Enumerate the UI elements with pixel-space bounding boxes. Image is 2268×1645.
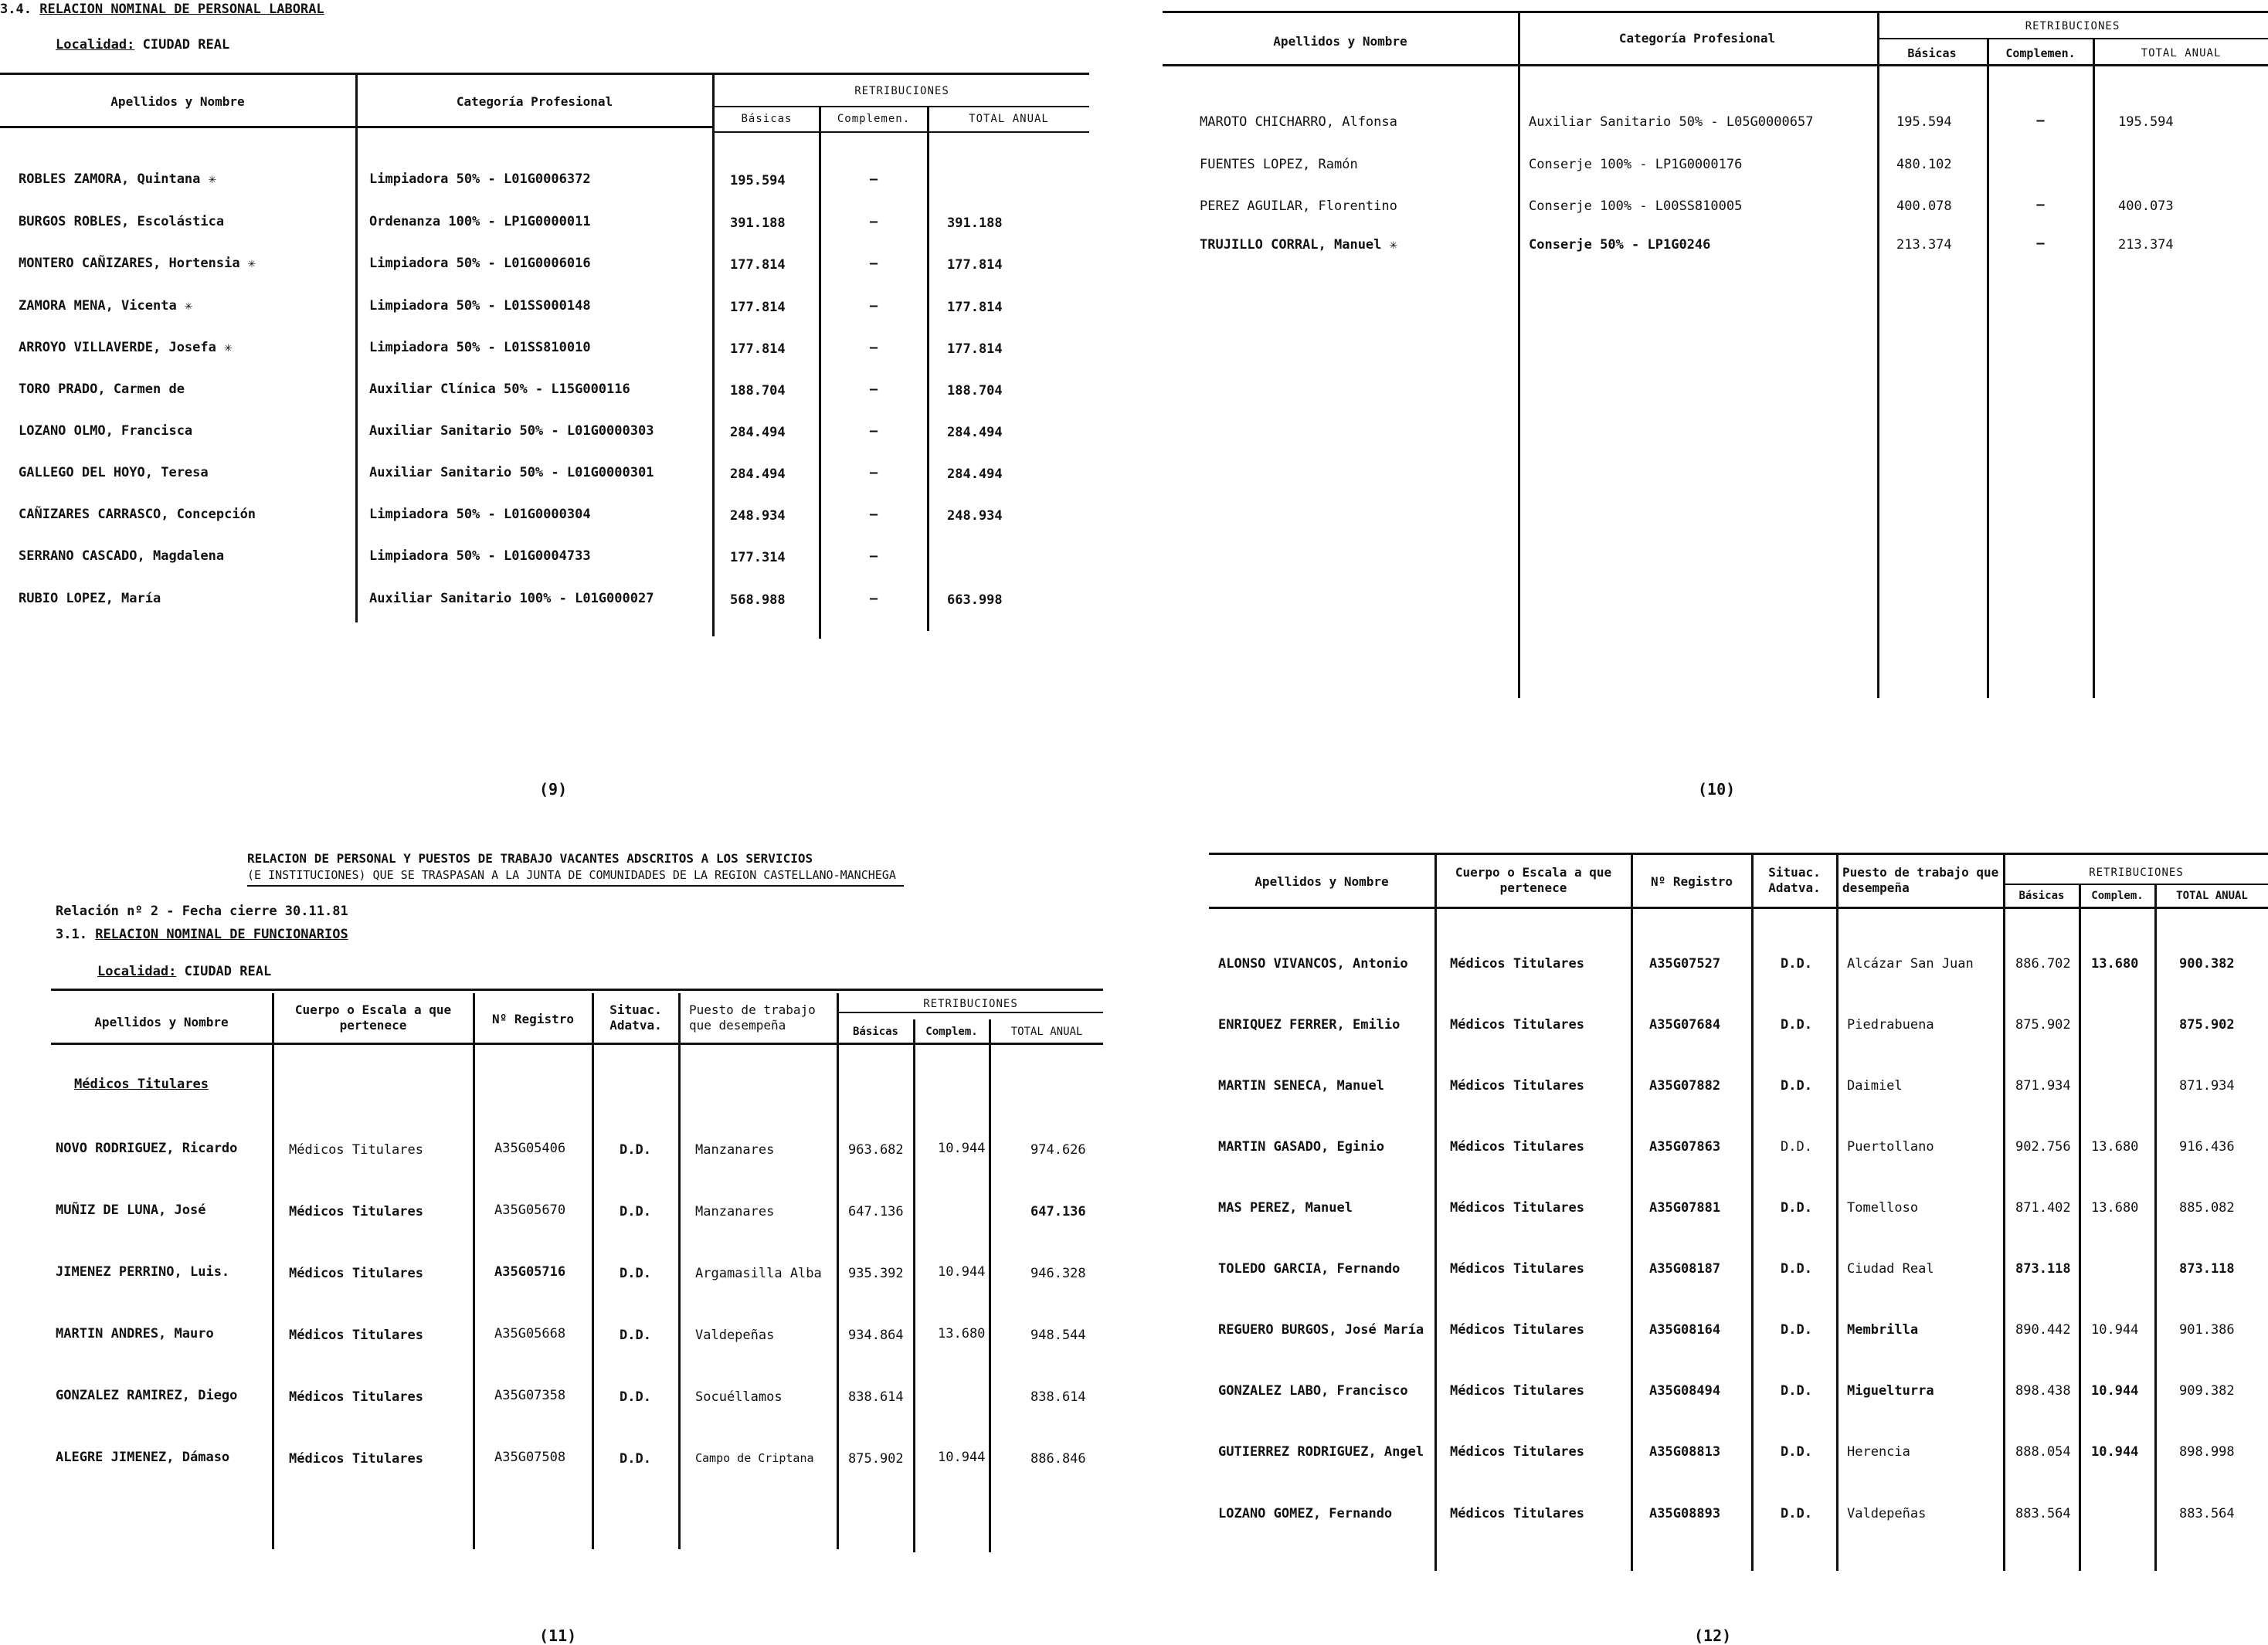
cell-total: 177.814	[947, 300, 1003, 315]
cell-total: 284.494	[947, 425, 1003, 440]
cell-name: MONTERO CAÑIZARES, Hortensia ✳	[19, 256, 256, 271]
header-cuerpo: Cuerpo o Escala a que pertenece	[1455, 865, 1612, 895]
cell-puesto: Herencia	[1847, 1444, 1910, 1460]
cell-basicas: 902.756	[2015, 1139, 2071, 1155]
header-complem: Complemen.	[837, 113, 911, 125]
cell-basicas: 963.682	[848, 1142, 904, 1158]
page-10	[1163, 0, 2268, 819]
cell-cuerpo: Médicos Titulares	[1450, 1322, 1584, 1338]
retrib-rule	[1877, 38, 2268, 39]
header-basicas: Básicas	[2018, 890, 2065, 902]
cell-basicas: 873.118	[2015, 1261, 2071, 1277]
cell-name: GONZALEZ LABO, Francisco	[1218, 1383, 1408, 1399]
group-label: Médicos Titulares	[74, 1077, 209, 1092]
cell-registro: A35G08494	[1649, 1383, 1721, 1399]
cell-total: 647.136	[1030, 1204, 1086, 1219]
cell-name: SERRANO CASCADO, Magdalena	[19, 548, 225, 564]
cell-category: Auxiliar Sanitario 50% - L01G0000301	[369, 465, 654, 480]
header-retrib: RETRIBUCIONES	[923, 998, 1018, 1010]
cell-puesto: Piedrabuena	[1847, 1017, 1934, 1033]
cell-complem: —	[869, 214, 878, 229]
header-bottom-rule	[1209, 907, 2268, 909]
cell-total: 974.626	[1030, 1142, 1086, 1158]
col-divider	[1518, 11, 1520, 698]
header-puesto: Puesto de trabajo que desempeña	[689, 1002, 816, 1033]
header-basicas: Básicas	[741, 113, 793, 125]
cell-situac: D.D.	[620, 1266, 651, 1281]
cell-total: 909.382	[2179, 1383, 2235, 1399]
col-divider	[927, 106, 929, 631]
cell-puesto: Socuéllamos	[695, 1389, 783, 1405]
cell-name: MUÑIZ DE LUNA, José	[56, 1202, 206, 1218]
cell-total: 948.544	[1030, 1328, 1086, 1343]
cell-complem: —	[869, 256, 878, 271]
col-divider	[1836, 853, 1839, 1571]
cell-cuerpo: Médicos Titulares	[1450, 1383, 1584, 1399]
cell-category: Limpiadora 50% - L01SS000148	[369, 298, 591, 314]
cell-registro: A35G08893	[1649, 1506, 1721, 1521]
cell-name: RUBIO LOPEZ, María	[19, 591, 161, 606]
col-divider	[1434, 853, 1437, 1571]
cell-basicas: 888.054	[2015, 1444, 2071, 1460]
cell-situac: D.D.	[1781, 1506, 1812, 1521]
header-puesto: Puesto de trabajo que desempeña	[1842, 865, 1999, 895]
cell-category: Auxiliar Sanitario 50% - L01G0000303	[369, 423, 654, 439]
cell-puesto: Valdepeñas	[1847, 1506, 1927, 1521]
cell-total: 400.073	[2118, 198, 2174, 214]
cell-cuerpo: Médicos Titulares	[289, 1266, 423, 1281]
cell-situac: D.D.	[620, 1451, 651, 1467]
header-retrib: RETRIBUCIONES	[854, 85, 949, 97]
localidad-value: CIUDAD REAL	[184, 964, 272, 979]
cell-complem: 13.680	[2091, 956, 2139, 972]
cell-category: Conserje 50% - LP1G0246	[1529, 237, 1711, 253]
header-basicas: Básicas	[852, 1026, 898, 1038]
subheader-rule	[715, 131, 1089, 133]
header-situac: Situac. Adatva.	[609, 1002, 662, 1033]
cell-complem: 10.944	[938, 1141, 986, 1156]
header-category: Categoría Profesional	[1618, 31, 1776, 46]
page-number: (12)	[1694, 1626, 1732, 1645]
cell-total: 213.374	[2118, 237, 2174, 253]
cell-situac: D.D.	[1781, 1017, 1812, 1033]
localidad-line	[97, 964, 271, 979]
header-total: TOTAL ANUAL	[969, 113, 1049, 125]
intro-rule	[247, 885, 904, 887]
cell-complem: 13.680	[2091, 1139, 2139, 1155]
cell-total: 391.188	[947, 215, 1003, 231]
cell-total: 901.386	[2179, 1322, 2235, 1338]
col-divider	[712, 73, 715, 636]
col-divider	[355, 73, 358, 622]
cell-cuerpo: Médicos Titulares	[1450, 1506, 1584, 1521]
cell-cuerpo: Médicos Titulares	[1450, 1139, 1584, 1155]
cell-name: LOZANO OLMO, Francisca	[19, 423, 193, 439]
cell-registro: A35G05670	[494, 1202, 566, 1218]
cell-cuerpo: Médicos Titulares	[289, 1142, 423, 1158]
cell-puesto: Campo de Criptana	[695, 1451, 814, 1465]
col-divider	[2003, 853, 2005, 1571]
cell-basicas: 248.934	[730, 508, 786, 524]
cell-basicas: 898.438	[2015, 1383, 2071, 1399]
cell-total: 838.614	[1030, 1389, 1086, 1405]
header-complem: Complemen.	[2005, 46, 2076, 60]
cell-basicas: 480.102	[1896, 157, 1952, 172]
section-heading	[56, 927, 348, 942]
col-divider	[473, 993, 475, 1549]
cell-name: TORO PRADO, Carmen de	[19, 382, 185, 397]
header-bottom-rule	[51, 1043, 1103, 1045]
cell-total: 871.934	[2179, 1078, 2235, 1094]
cell-complem: 13.680	[938, 1326, 986, 1341]
cell-registro: A35G05668	[494, 1326, 566, 1341]
page-number: (11)	[539, 1626, 577, 1645]
header-registro: Nº Registro	[1651, 874, 1733, 889]
col-divider	[837, 993, 839, 1549]
retrib-rule	[715, 106, 1089, 107]
cell-name: GONZALEZ RAMIREZ, Diego	[56, 1388, 238, 1403]
cell-situac: D.D.	[620, 1328, 651, 1343]
localidad-label: Localidad:	[97, 964, 177, 979]
cell-complem: 10.944	[2091, 1383, 2139, 1399]
cell-total: 195.594	[2118, 114, 2174, 130]
header-retrib: RETRIBUCIONES	[2025, 20, 2120, 32]
cell-complem: —	[869, 340, 878, 355]
cell-basicas: 195.594	[730, 173, 786, 188]
cell-name: ARROYO VILLAVERDE, Josefa ✳	[19, 340, 233, 355]
cell-registro: A35G07881	[1649, 1200, 1721, 1216]
cell-name: JIMENEZ PERRINO, Luis.	[56, 1264, 230, 1280]
cell-basicas: 213.374	[1896, 237, 1952, 253]
cell-basicas: 195.594	[1896, 114, 1952, 130]
cell-cuerpo: Médicos Titulares	[289, 1389, 423, 1405]
header-cuerpo: Cuerpo o Escala a que pertenece	[294, 1002, 452, 1033]
cell-situac: D.D.	[620, 1204, 651, 1219]
cell-basicas: 284.494	[730, 466, 786, 482]
cell-registro: A35G08164	[1649, 1322, 1721, 1338]
header-complem: Complem.	[2091, 890, 2144, 902]
cell-basicas: 875.902	[848, 1451, 904, 1467]
cell-complem: —	[869, 423, 878, 439]
section-number: 3.4.	[0, 2, 32, 17]
cell-situac: D.D.	[1781, 1261, 1812, 1277]
cell-complem: —	[869, 591, 878, 606]
table-top-rule	[1163, 11, 2268, 13]
col-divider	[1751, 853, 1754, 1571]
header-name: Apellidos y Nombre	[1255, 874, 1389, 889]
col-divider	[1631, 853, 1633, 1571]
cell-registro: A35G07863	[1649, 1139, 1721, 1155]
cell-puesto: Membrilla	[1847, 1322, 1919, 1338]
cell-complem: —	[2036, 197, 2045, 212]
cell-category: Conserje 100% - L00SS810005	[1529, 198, 1743, 214]
cell-total: 188.704	[947, 383, 1003, 399]
col-divider	[2079, 884, 2081, 1571]
cell-complem: —	[2036, 113, 2045, 128]
cell-complem: —	[869, 382, 878, 397]
cell-basicas: 871.934	[2015, 1078, 2071, 1094]
header-name: Apellidos y Nombre	[1273, 34, 1407, 49]
cell-total: 248.934	[947, 508, 1003, 524]
cell-name: NOVO RODRIGUEZ, Ricardo	[56, 1141, 238, 1156]
col-divider	[592, 993, 594, 1549]
page-11	[0, 826, 1112, 1645]
cell-category: Limpiadora 50% - L01G0004733	[369, 548, 591, 564]
cell-cuerpo: Médicos Titulares	[1450, 1200, 1584, 1216]
cell-complem: 10.944	[2091, 1322, 2139, 1338]
page-number: (9)	[539, 780, 568, 799]
page-9	[0, 0, 1097, 819]
localidad-line	[56, 37, 229, 53]
col-divider	[678, 993, 681, 1549]
cell-total: 886.846	[1030, 1451, 1086, 1467]
cell-name: CAÑIZARES CARRASCO, Concepción	[19, 507, 256, 522]
cell-complem: 10.944	[938, 1450, 986, 1465]
cell-registro: A35G07527	[1649, 956, 1721, 972]
cell-name: BURGOS ROBLES, Escolástica	[19, 214, 225, 229]
section-title: RELACION NOMINAL DE PERSONAL LABORAL	[39, 2, 324, 17]
cell-situac: D.D.	[1781, 1444, 1812, 1460]
header-total: TOTAL ANUAL	[2141, 47, 2222, 59]
cell-total: 873.118	[2179, 1261, 2235, 1277]
cell-registro: A35G07508	[494, 1450, 566, 1465]
cell-puesto: Alcázar San Juan	[1847, 956, 1974, 972]
page-12	[1209, 826, 2268, 1645]
cell-cuerpo: Médicos Titulares	[1450, 1017, 1584, 1033]
col-divider	[272, 993, 274, 1549]
cell-complem: —	[869, 171, 878, 187]
cell-situac: D.D.	[1781, 1200, 1812, 1216]
cell-situac: D.D.	[1781, 1383, 1812, 1399]
header-bottom-rule	[1163, 64, 2268, 66]
cell-complem: —	[869, 465, 878, 480]
cell-puesto: Manzanares	[695, 1204, 775, 1219]
cell-basicas: 391.188	[730, 215, 786, 231]
cell-situac: D.D.	[1781, 1078, 1812, 1094]
cell-category: Auxiliar Sanitario 100% - L01G000027	[369, 591, 654, 606]
cell-basicas: 177.814	[730, 300, 786, 315]
cell-registro: A35G08187	[1649, 1261, 1721, 1277]
cell-category: Limpiadora 50% - L01G0006372	[369, 171, 591, 187]
cell-name: MARTIN ANDRES, Mauro	[56, 1326, 214, 1341]
cell-complem: 10.944	[2091, 1444, 2139, 1460]
cell-situac: D.D.	[1781, 1322, 1812, 1338]
header-name: Apellidos y Nombre	[94, 1015, 229, 1029]
cell-basicas: 568.988	[730, 592, 786, 608]
cell-name: ENRIQUEZ FERRER, Emilio	[1218, 1017, 1401, 1033]
cell-category: Conserje 100% - LP1G0000176	[1529, 157, 1743, 172]
cell-name: GALLEGO DEL HOYO, Teresa	[19, 465, 209, 480]
cell-registro: A35G05716	[494, 1264, 566, 1280]
cell-registro: A35G07684	[1649, 1017, 1721, 1033]
cell-name: ROBLES ZAMORA, Quintana ✳	[19, 171, 216, 187]
cell-cuerpo: Médicos Titulares	[289, 1204, 423, 1219]
cell-total: 916.436	[2179, 1139, 2235, 1155]
col-divider	[913, 1019, 915, 1552]
section-number: 3.1.	[56, 927, 87, 942]
table-top-rule	[0, 73, 1089, 75]
cell-total: 875.902	[2179, 1017, 2235, 1033]
col-divider	[2093, 38, 2095, 698]
cell-name: MAS PEREZ, Manuel	[1218, 1200, 1353, 1216]
cell-name: GUTIERREZ RODRIGUEZ, Angel	[1218, 1444, 1424, 1460]
cell-name: FUENTES LOPEZ, Ramón	[1200, 157, 1358, 172]
cell-cuerpo: Médicos Titulares	[289, 1451, 423, 1467]
header-category: Categoría Profesional	[456, 94, 613, 109]
cell-basicas: 890.442	[2015, 1322, 2071, 1338]
cell-cuerpo: Médicos Titulares	[1450, 1078, 1584, 1094]
intro-line-1: RELACION DE PERSONAL Y PUESTOS DE TRABAJO VACANTES ADSCRITOS A LOS SERVICIOS	[247, 851, 813, 866]
cell-name: REGUERO BURGOS, José María	[1218, 1322, 1424, 1338]
table-top-rule	[1209, 853, 2268, 855]
cell-basicas: 177.314	[730, 550, 786, 565]
cell-name: ALEGRE JIMENEZ, Dámaso	[56, 1450, 230, 1465]
cell-category: Auxiliar Sanitario 50% - L05G0000657	[1529, 114, 1814, 130]
cell-cuerpo: Médicos Titulares	[1450, 1261, 1584, 1277]
cell-total: 177.814	[947, 341, 1003, 357]
cell-category: Limpiadora 50% - L01G0006016	[369, 256, 591, 271]
cell-complem: 13.680	[2091, 1200, 2139, 1216]
col-divider	[1987, 38, 1989, 698]
cell-basicas: 647.136	[848, 1204, 904, 1219]
cell-registro: A35G05406	[494, 1141, 566, 1156]
cell-registro: A35G08813	[1649, 1444, 1721, 1460]
cell-puesto: Miguelturra	[1847, 1383, 1934, 1399]
cell-total: 885.082	[2179, 1200, 2235, 1216]
intro-line-2: (E INSTITUCIONES) QUE SE TRASPASAN A LA JUNTA DE COMUNIDADES DE LA REGION CASTELLANO-MANCHEGA	[247, 868, 896, 882]
cell-category: Limpiadora 50% - L01G0000304	[369, 507, 591, 522]
cell-complem: —	[869, 298, 878, 314]
header-basicas: Básicas	[1907, 46, 1957, 60]
header-complem: Complem.	[925, 1026, 978, 1038]
cell-basicas: 188.704	[730, 383, 786, 399]
cell-complem: 10.944	[938, 1264, 986, 1280]
cell-puesto: Daimiel	[1847, 1078, 1903, 1094]
cell-basicas: 871.402	[2015, 1200, 2071, 1216]
cell-puesto: Tomelloso	[1847, 1200, 1919, 1216]
header-total: TOTAL ANUAL	[2176, 890, 2248, 902]
localidad-label: Localidad:	[56, 37, 135, 53]
cell-basicas: 838.614	[848, 1389, 904, 1405]
cell-basicas: 934.864	[848, 1328, 904, 1343]
cell-category: Auxiliar Clínica 50% - L15G000116	[369, 382, 630, 397]
cell-puesto: Puertollano	[1847, 1139, 1934, 1155]
cell-cuerpo: Médicos Titulares	[289, 1328, 423, 1343]
header-situac: Situac. Adatva.	[1768, 865, 1821, 895]
cell-total: 946.328	[1030, 1266, 1086, 1281]
header-name: Apellidos y Nombre	[110, 94, 245, 109]
cell-total: 663.998	[947, 592, 1003, 608]
cell-registro: A35G07882	[1649, 1078, 1721, 1094]
cell-total: 883.564	[2179, 1506, 2235, 1521]
cell-situac: D.D.	[620, 1142, 651, 1158]
cell-total: 177.814	[947, 257, 1003, 273]
cell-puesto: Manzanares	[695, 1142, 775, 1158]
cell-complem: —	[869, 507, 878, 522]
cell-complem: —	[869, 548, 878, 564]
cell-name: ALONSO VIVANCOS, Antonio	[1218, 956, 1408, 972]
cell-puesto: Valdepeñas	[695, 1328, 775, 1343]
col-divider	[2154, 884, 2157, 1571]
cell-puesto: Ciudad Real	[1847, 1261, 1934, 1277]
cell-basicas: 284.494	[730, 425, 786, 440]
cell-situac: D.D.	[620, 1389, 651, 1405]
cell-puesto: Argamasilla Alba	[695, 1266, 822, 1281]
cell-category: Ordenanza 100% - LP1G0000011	[369, 214, 591, 229]
cell-name: TRUJILLO CORRAL, Manuel ✳	[1200, 237, 1397, 253]
cell-basicas: 875.902	[2015, 1017, 2071, 1033]
col-divider	[989, 1019, 991, 1552]
relacion-line: Relación nº 2 - Fecha cierre 30.11.81	[56, 904, 348, 919]
cell-basicas: 883.564	[2015, 1506, 2071, 1521]
cell-name: TOLEDO GARCIA, Fernando	[1218, 1261, 1401, 1277]
header-retrib: RETRIBUCIONES	[2089, 867, 2184, 879]
cell-basicas: 400.078	[1896, 198, 1952, 214]
cell-total: 900.382	[2179, 956, 2235, 972]
cell-cuerpo: Médicos Titulares	[1450, 956, 1584, 972]
retrib-rule	[2005, 884, 2268, 885]
cell-basicas: 177.814	[730, 341, 786, 357]
cell-cuerpo: Médicos Titulares	[1450, 1444, 1584, 1460]
cell-name: PEREZ AGUILAR, Florentino	[1200, 198, 1397, 214]
cell-complem: —	[2036, 236, 2045, 251]
cell-total: 284.494	[947, 466, 1003, 482]
cell-name: MARTIN GASADO, Eginio	[1218, 1139, 1384, 1155]
cell-name: ZAMORA MENA, Vicenta ✳	[19, 298, 193, 314]
col-divider	[1877, 11, 1879, 698]
cell-name: MARTIN SENECA, Manuel	[1218, 1078, 1384, 1094]
cell-name: MAROTO CHICHARRO, Alfonsa	[1200, 114, 1397, 130]
retrib-rule	[838, 1012, 1103, 1013]
cell-registro: A35G07358	[494, 1388, 566, 1403]
cell-situac: D.D.	[1781, 956, 1812, 972]
cell-basicas: 935.392	[848, 1266, 904, 1281]
cell-situac: D.D.	[1781, 1139, 1812, 1155]
cell-category: Limpiadora 50% - L01SS810010	[369, 340, 591, 355]
page-number: (10)	[1698, 780, 1736, 799]
section-title: RELACION NOMINAL DE FUNCIONARIOS	[95, 927, 348, 942]
table-top-rule	[51, 989, 1103, 991]
section-heading	[0, 2, 324, 17]
cell-total: 898.998	[2179, 1444, 2235, 1460]
header-registro: Nº Registro	[492, 1012, 574, 1026]
header-total: TOTAL ANUAL	[1010, 1026, 1083, 1038]
cell-basicas: 177.814	[730, 257, 786, 273]
localidad-value: CIUDAD REAL	[142, 37, 230, 53]
cell-name: LOZANO GOMEZ, Fernando	[1218, 1506, 1393, 1521]
cell-basicas: 886.702	[2015, 956, 2071, 972]
